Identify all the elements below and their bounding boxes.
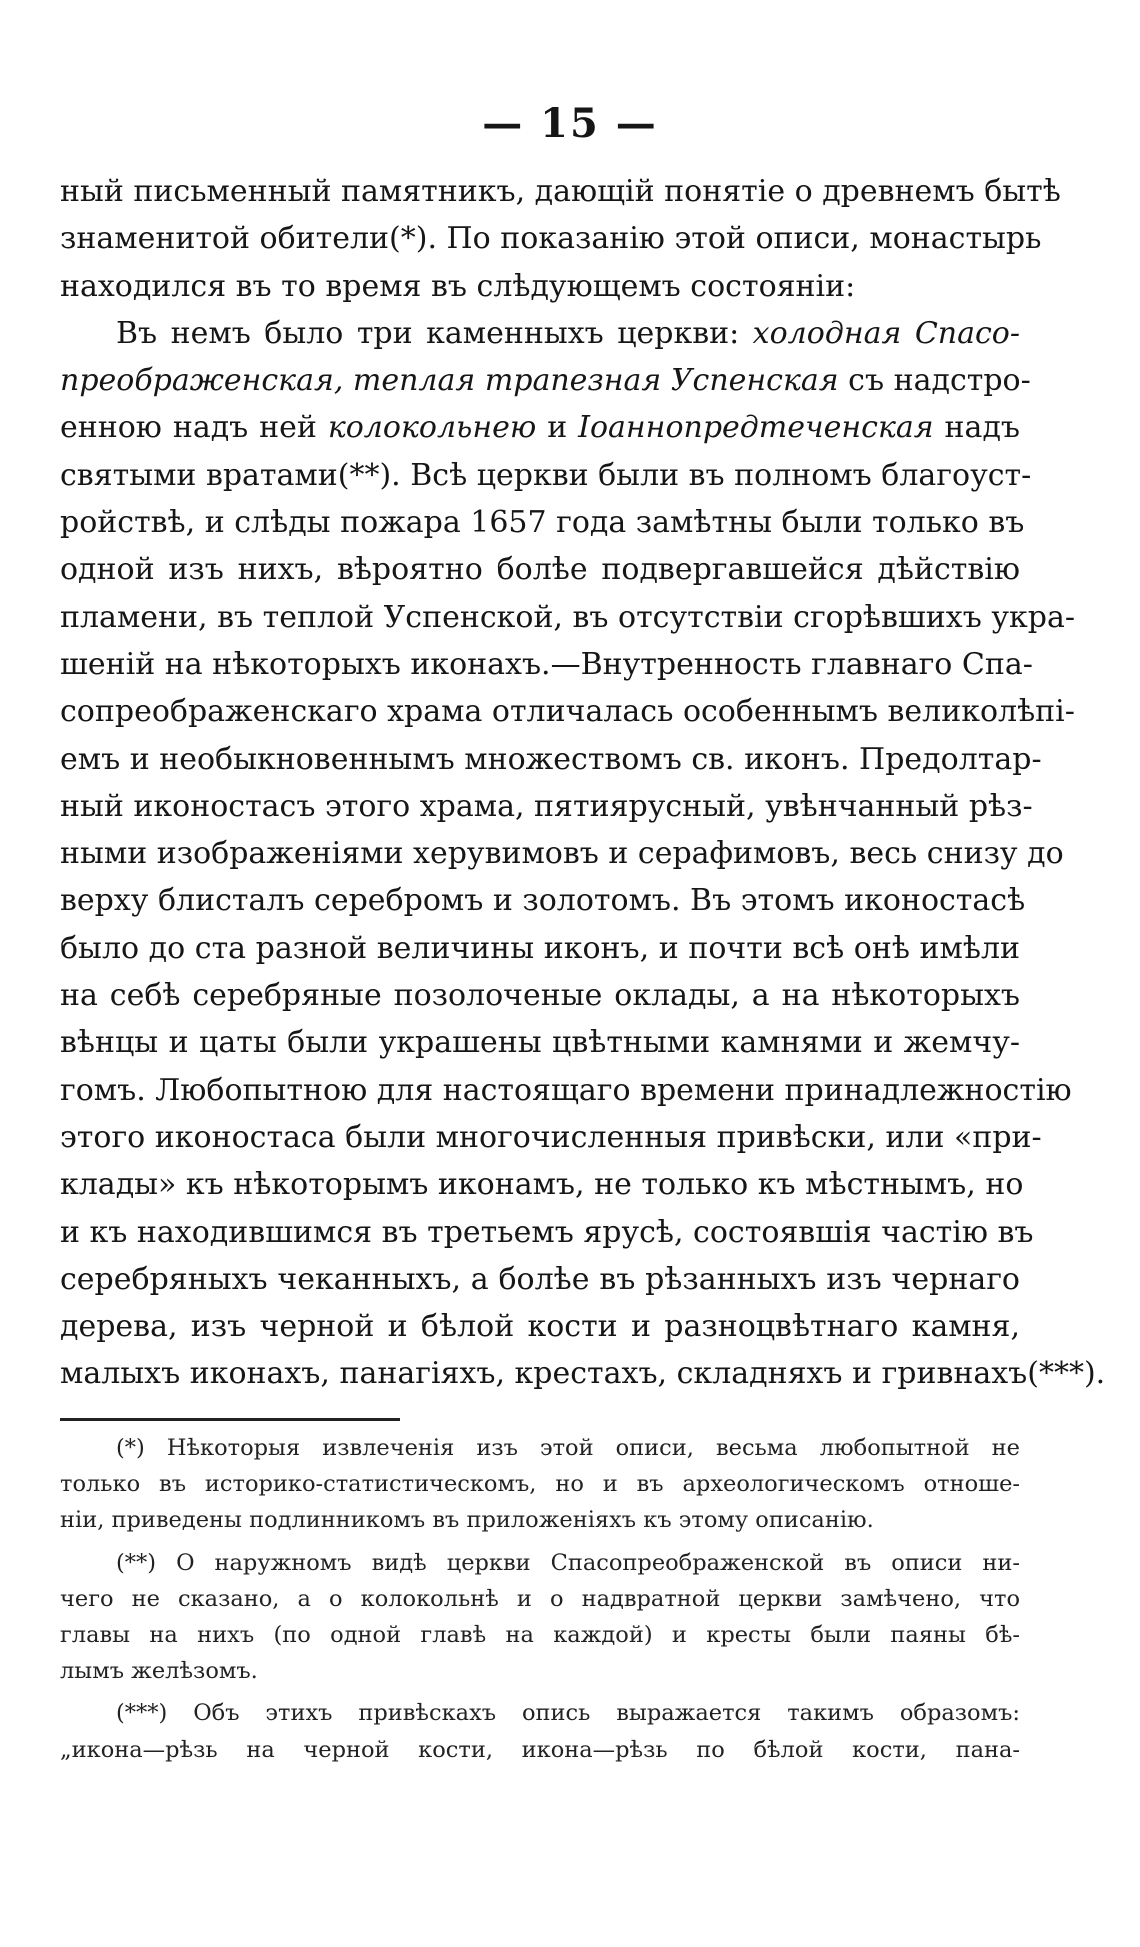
footnote-line: „икона—рѣзь на черной кости, икона—рѣзь по бѣлой кости, пана-: [60, 1736, 1020, 1763]
italic-term: колокольнею: [327, 410, 537, 446]
text-line: гомъ. Любопытною для настоящаго времени принадлежностію: [60, 1072, 1072, 1108]
italic-term: холодная Спасо-: [752, 315, 1020, 351]
text-line: знаменитой обители(*). По показанію этой описи, монастырь: [60, 221, 1042, 257]
text-line: этого иконостаса были многочисленныя привѣски, или «при-: [60, 1119, 1042, 1155]
text-line: дерева, изъ черной и бѣлой кости и разноцвѣтнаго камня,: [60, 1309, 1020, 1345]
footnote-line: (**) О наружномъ видѣ церкви Спасопреображенской въ описи ни-: [116, 1549, 1020, 1576]
main-text: [60, 168, 1106, 1398]
footnote-line: чего не сказано, а о колокольнѣ и о надвратной церкви замѣчено, что: [60, 1585, 1020, 1612]
footnote-line: (***) Объ этихъ привѣскахъ опись выражается такимъ образомъ:: [116, 1700, 1020, 1727]
text-line: [60, 404, 1020, 451]
footnotes: [60, 1430, 1020, 1768]
footnote-line: главы на нихъ (по одной главѣ на каждой) и кресты были паяны бѣ-: [60, 1621, 1020, 1648]
text-line: святыми вратами(**). Всѣ церкви были въ полномъ благоуст-: [60, 457, 1032, 493]
italic-term: преображенская,: [60, 363, 353, 399]
text-line: одной изъ нихъ, вѣроятно болѣе подвергавшейся дѣйствію: [60, 552, 1020, 588]
text-line: вѣнцы и цаты были украшены цвѣтными камнями и жемчу-: [60, 1025, 1020, 1061]
footnote-line: (*) Нѣкоторыя извлеченія изъ этой описи, весьма любопытной не: [116, 1435, 1020, 1461]
text-line: ный иконостасъ этого храма, пятиярусный, увѣнчанный рѣз-: [60, 788, 1033, 824]
text-line: серебряныхъ чеканныхъ, а болѣе въ рѣзанныхъ изъ чернаго: [60, 1261, 1020, 1297]
text-segment: съ надстро-: [838, 363, 1031, 399]
text-line: и къ находившимся въ третьемъ ярусѣ, состоявшія частію въ: [60, 1214, 1034, 1250]
text-line: ными изображеніями херувимовъ и серафимовъ, весь снизу до: [60, 836, 1064, 872]
text-line: находился въ то время въ слѣдующемъ состояніи:: [60, 268, 856, 304]
text-line: ройствѣ, и слѣды пожара 1657 года замѣтны были только въ: [60, 505, 1025, 541]
text-segment: Въ немъ было три каменныхъ церкви:: [116, 315, 753, 351]
text-segment: и: [536, 410, 579, 446]
footnote-line: лымъ желѣзомъ.: [60, 1658, 258, 1685]
footnote-divider: [60, 1418, 400, 1421]
text-line: пламени, въ теплой Успенской, въ отсутствіи сгорѣвшихъ укра-: [60, 599, 1075, 635]
italic-term: теплая трапезная Успенская: [352, 363, 839, 399]
footnote-line: ніи, приведены подлинникомъ въ приложеніяхъ къ этому описанію.: [60, 1507, 874, 1534]
text-segment: енною надъ ней: [60, 410, 328, 446]
text-line: ный письменный памятникъ, дающій понятіе о древнемъ бытѣ: [60, 174, 1061, 209]
text-line: емъ и необыкновеннымъ множествомъ св. иконъ. Предолтар-: [60, 741, 1042, 777]
text-line: на себѣ серебряные позолоченые оклады, а на нѣкоторыхъ: [60, 978, 1020, 1014]
footnote-line: только въ историко-статистическомъ, но и въ археологическомъ отноше-: [60, 1471, 1020, 1498]
text-line: [60, 357, 1031, 404]
text-line: малыхъ иконахъ, панагіяхъ, крестахъ, складняхъ и гривнахъ(***).: [60, 1356, 1106, 1392]
text-segment: надъ: [933, 410, 1020, 446]
text-line: было до ста разной величины иконъ, и почти всѣ онѣ имѣли: [60, 930, 1020, 966]
text-line: шеній на нѣкоторыхъ иконахъ.—Внутренность главнаго Спа-: [60, 646, 1033, 682]
page-number: — 15 —: [482, 100, 658, 147]
text-line: верху блисталъ серебромъ и золотомъ. Въ этомъ иконостасѣ: [60, 883, 1026, 919]
text-line: сопреображенскаго храма отличалась особеннымъ великолѣпі-: [60, 694, 1075, 730]
text-line: клады» къ нѣкоторымъ иконамъ, не только къ мѣстнымъ, но: [60, 1167, 1024, 1203]
text-line: [60, 310, 1020, 357]
italic-term: Іоаннопредтеченская: [578, 410, 934, 446]
